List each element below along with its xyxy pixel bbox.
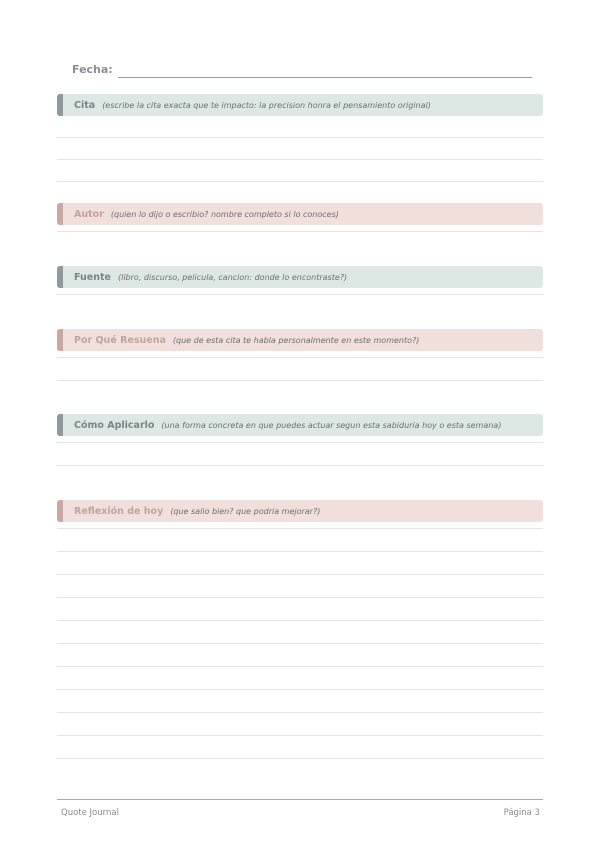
section-header-cita xyxy=(57,94,543,116)
writing-line[interactable] xyxy=(57,351,543,358)
writing-line[interactable] xyxy=(57,621,543,644)
section-title: Cómo Aplicarlo xyxy=(74,419,155,431)
writing-line[interactable] xyxy=(57,443,543,466)
section-title: Reflexión de hoy xyxy=(74,505,164,517)
writing-line[interactable] xyxy=(57,575,543,598)
writing-line[interactable] xyxy=(57,736,543,759)
section-header-por-que-resuena xyxy=(57,329,543,351)
section-title: Cita xyxy=(74,99,96,111)
section-cita xyxy=(57,94,543,182)
section-hint: (quien lo dijo o escribio? nombre completo si lo conoces) xyxy=(110,209,339,219)
section-title: Por Qué Resuena xyxy=(74,334,166,346)
section-hint: (escribe la cita exacta que te impacto: la precision honra el pensamiento original) xyxy=(102,100,431,110)
section-title: Autor xyxy=(74,208,104,220)
writing-lines xyxy=(57,436,543,466)
section-header-fuente xyxy=(57,266,543,288)
section-hint: (una forma concreta en que puedes actuar segun esta sabiduria hoy o esta semana) xyxy=(161,420,502,430)
writing-line[interactable] xyxy=(57,116,543,138)
writing-line[interactable] xyxy=(57,644,543,667)
footer-page-number: Página 3 xyxy=(503,808,540,818)
writing-line[interactable] xyxy=(57,160,543,182)
section-hint: (libro, discurso, pelicula, cancion: donde lo encontraste?) xyxy=(117,272,348,282)
writing-line[interactable] xyxy=(57,529,543,552)
writing-line[interactable] xyxy=(57,667,543,690)
section-header-reflexion-de-hoy xyxy=(57,500,543,522)
writing-lines xyxy=(57,225,543,232)
section-reflexion-de-hoy xyxy=(57,500,543,759)
section-fuente xyxy=(57,266,543,295)
section-header-como-aplicarlo xyxy=(57,414,543,436)
writing-line[interactable] xyxy=(57,552,543,575)
writing-lines xyxy=(57,288,543,295)
writing-line[interactable] xyxy=(57,288,543,295)
section-hint: (que salio bien? que podria mejorar?) xyxy=(170,506,321,516)
section-por-que-resuena xyxy=(57,329,543,381)
fecha-row xyxy=(72,63,532,79)
writing-line[interactable] xyxy=(57,713,543,736)
writing-line[interactable] xyxy=(57,522,543,529)
writing-lines xyxy=(57,522,543,759)
section-autor xyxy=(57,203,543,232)
section-como-aplicarlo xyxy=(57,414,543,466)
writing-line[interactable] xyxy=(57,138,543,160)
writing-lines xyxy=(57,116,543,182)
section-hint: (que de esta cita te habla personalmente en este momento?) xyxy=(172,335,420,345)
footer-journal-name: Quote Journal xyxy=(61,808,119,818)
writing-line[interactable] xyxy=(57,598,543,621)
page-footer xyxy=(57,799,543,818)
section-header-autor xyxy=(57,203,543,225)
writing-line[interactable] xyxy=(57,436,543,443)
writing-line[interactable] xyxy=(57,690,543,713)
writing-lines xyxy=(57,351,543,381)
section-title: Fuente xyxy=(74,271,111,283)
writing-line[interactable] xyxy=(57,358,543,381)
fecha-label: Fecha: xyxy=(72,63,113,76)
fecha-line[interactable] xyxy=(118,77,532,78)
writing-line[interactable] xyxy=(57,225,543,232)
